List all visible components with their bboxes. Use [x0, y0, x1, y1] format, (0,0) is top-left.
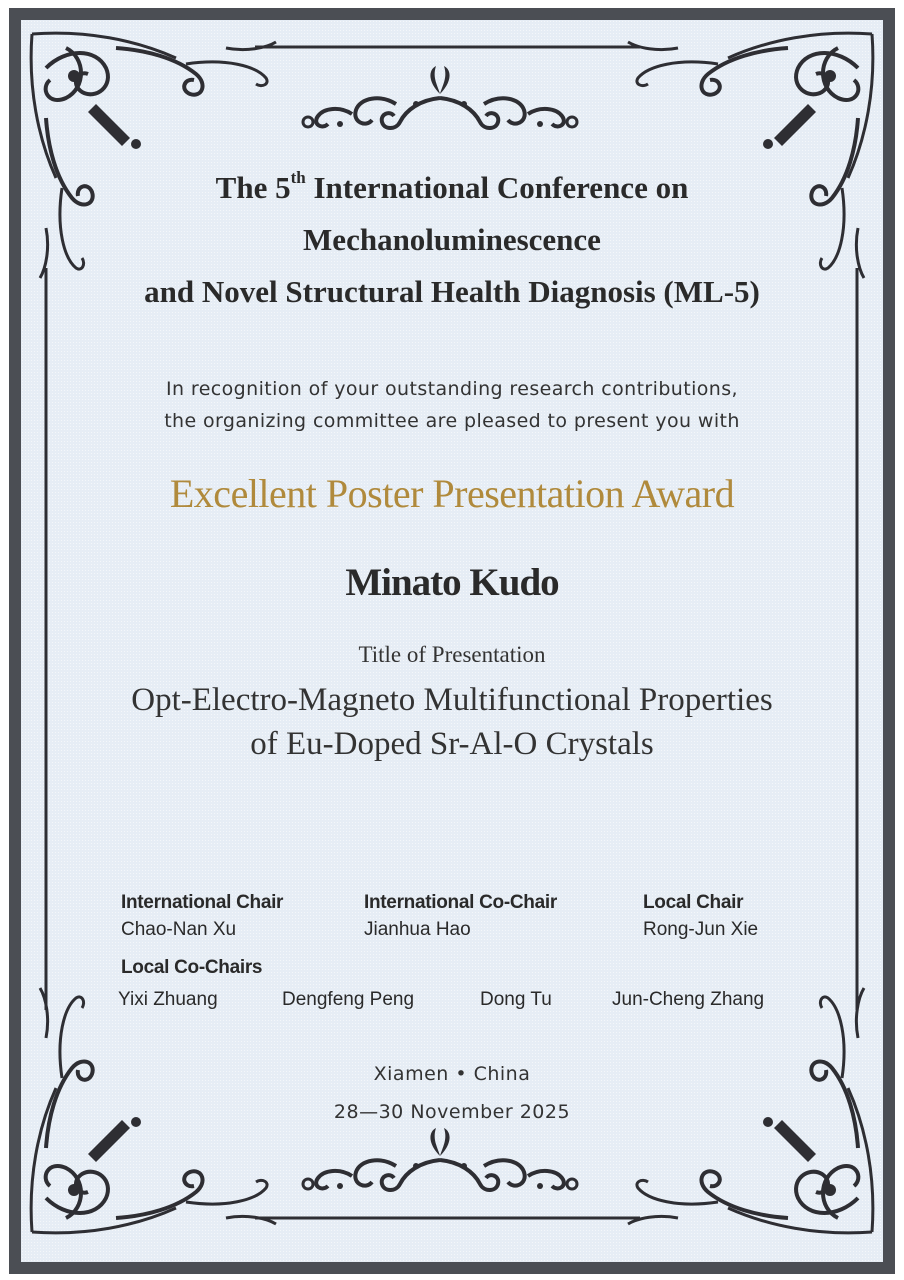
conference-title-line1: The 5th International Conference on	[215, 168, 689, 205]
venue-dates: 28—30 November 2025	[333, 1101, 571, 1123]
recipient-name: Minato Kudo	[345, 561, 559, 604]
award-title: Excellent Poster Presentation Award	[169, 471, 735, 516]
local-chair-label: Local Chair	[643, 892, 744, 913]
international-cochair-label: International Co-Chair	[364, 892, 557, 913]
local-cochair-name: Dengfeng Peng	[282, 989, 415, 1010]
international-chair-name: Chao-Nan Xu	[121, 919, 237, 940]
local-cochair-name: Dong Tu	[480, 989, 552, 1010]
presentation-title-line1: Opt-Electro-Magneto Multifunctional Properties	[131, 682, 773, 718]
venue-location: Xiamen • China	[373, 1063, 531, 1085]
local-cochairs-label: Local Co-Chairs	[121, 957, 263, 978]
recognition-line1: In recognition of your outstanding research contributions,	[166, 378, 738, 400]
international-chair-label: International Chair	[121, 892, 284, 913]
presentation-label: Title of Presentation	[358, 642, 546, 667]
local-cochair-name: Jun-Cheng Zhang	[612, 989, 765, 1010]
top-flourish-ornament	[300, 64, 580, 134]
recognition-line2: the organizing committee are pleased to present you with	[164, 410, 740, 432]
local-cochair-name: Yixi Zhuang	[118, 989, 218, 1010]
local-chair-name: Rong-Jun Xie	[643, 919, 759, 940]
conference-title-line2: Mechanoluminescence	[303, 222, 601, 257]
conference-title-line3: and Novel Structural Health Diagnosis (ML-5)	[144, 274, 760, 309]
bottom-flourish-ornament	[300, 1126, 580, 1196]
presentation-title-line2: of Eu-Doped Sr-Al-O Crystals	[250, 726, 654, 762]
international-cochair-name: Jianhua Hao	[364, 919, 471, 940]
